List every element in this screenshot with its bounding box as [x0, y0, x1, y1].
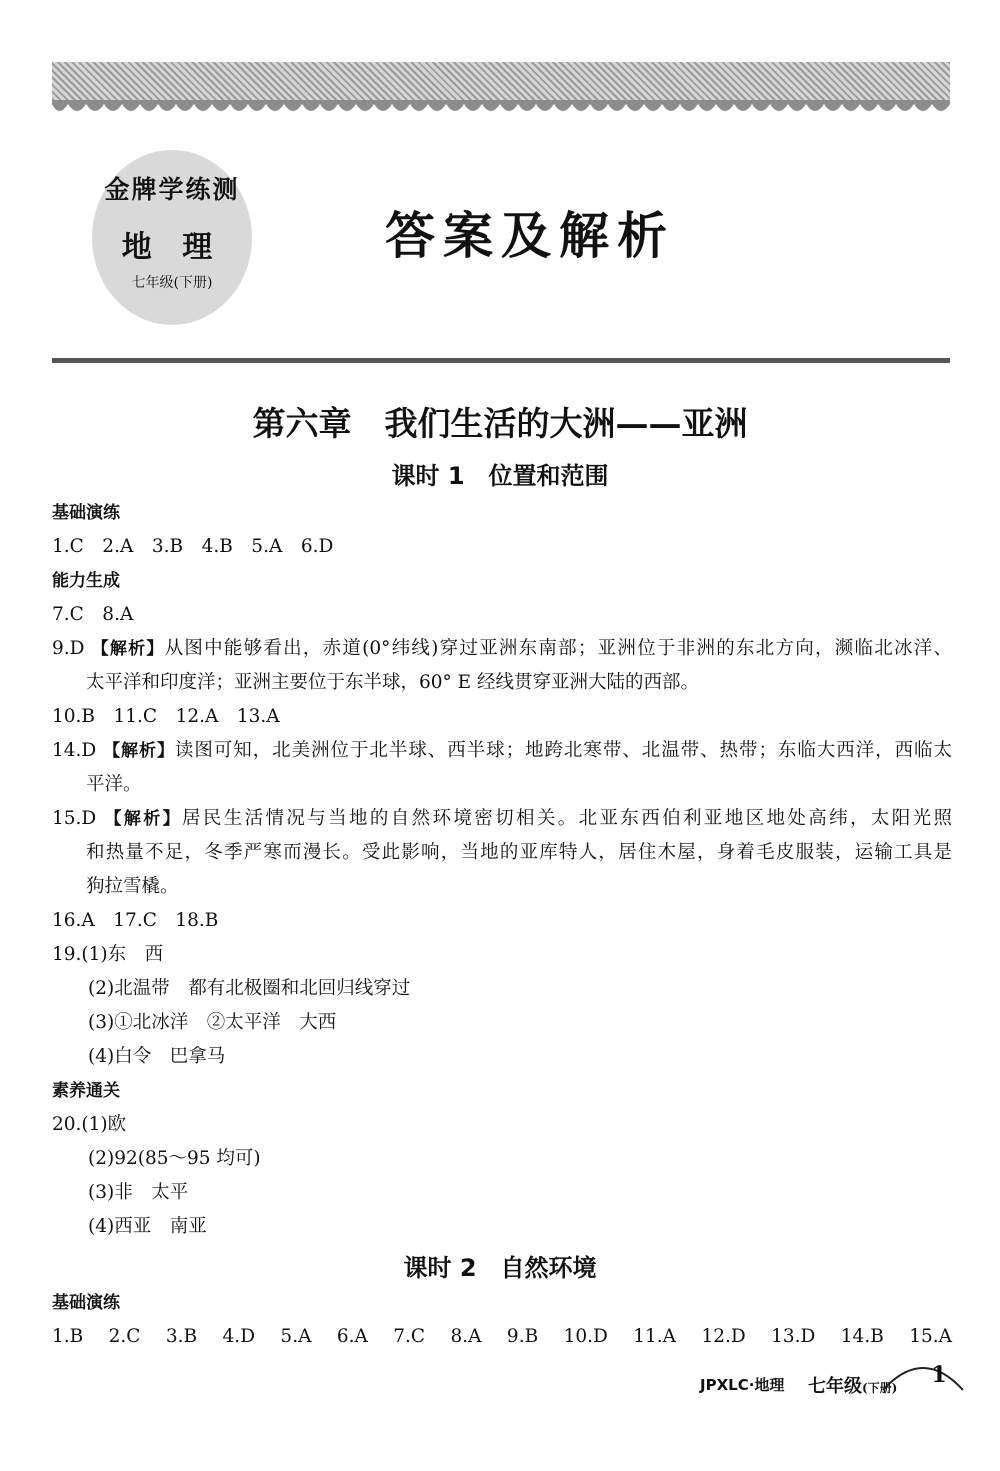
lesson-1-answers [52, 496, 952, 1244]
lesson-1-title: 课时 1 位置和范围 [391, 462, 609, 490]
answer-line [52, 734, 952, 768]
answer-line: (3)①北冰洋 ②太平洋 大西 [88, 1012, 337, 1033]
section-heading: 能力生成 [52, 571, 120, 591]
answer-line: 太平洋和印度洋；亚洲主要位于东半球，60° E 经线贯穿亚洲大陆的西部。 [86, 672, 700, 693]
footer-grade-text: 七年级 [808, 1376, 862, 1397]
answer-line: 1.C 2.A 3.B 4.B 5.A 6.D [52, 536, 334, 557]
answer-line: 1.B 2.C 3.B 4.D 5.A 6.A 7.C 8.A 9.B 10.D 11.A 12.D 13.D 14.B 15.A [52, 1326, 952, 1347]
answer-line: (2)92(85～95 均可) [88, 1148, 261, 1169]
answer-line: 狗拉雪橇。 [86, 876, 179, 897]
section-heading: 基础演练 [52, 503, 120, 523]
header-banner [52, 62, 950, 100]
header-rule [52, 358, 950, 363]
subject-label: 地 理 [121, 230, 223, 265]
lesson-2-answers [52, 1286, 952, 1354]
analysis-text: 读图可知，北美洲位于北半球、西半球；地跨北寒带、北温带、热带；东临大西洋，西临太 [174, 740, 953, 761]
answer-line [52, 802, 952, 836]
answer-line: 和热量不足，冬季严寒而漫长。受此影响，当地的亚库特人，居住木屋，身着毛皮服装，运输工具是 [86, 842, 952, 863]
page-number-arc [878, 1352, 968, 1392]
analysis-tag: 【解析】 [91, 639, 165, 659]
section-heading: 素养通关 [52, 1081, 120, 1101]
grade-label: 七年级(下册) [131, 275, 213, 291]
chapter-title: 第六章 我们生活的大洲——亚洲 [252, 404, 748, 443]
brand-name: 金牌学练测 [104, 175, 240, 204]
answer-line: (3)非 太平 [88, 1182, 189, 1203]
analysis-tag: 【解析】 [104, 809, 183, 829]
page-number: 1 [931, 1362, 947, 1388]
answer-line: (2)北温带 都有北极圈和北回归线穿过 [88, 978, 411, 999]
answer-line: 10.B 11.C 12.A 13.A [52, 706, 280, 727]
analysis-tag: 【解析】 [103, 741, 175, 761]
page-title: 答案及解析 [385, 207, 675, 265]
footer-grade-sub: (下册) [862, 1381, 898, 1395]
question-number: 15.D [52, 808, 97, 829]
answer-line: (4)西亚 南亚 [88, 1216, 207, 1237]
answer-line: 平洋。 [86, 774, 142, 795]
answer-line: 7.C 8.A [52, 604, 134, 625]
footer-book-code: JPXLC·地理 [700, 1376, 785, 1394]
answer-line: 20.(1)欧 [52, 1114, 127, 1135]
answer-line [52, 632, 952, 666]
answer-line: 16.A 17.C 18.B [52, 910, 219, 931]
analysis-text: 居民生活情况与当地的自然环境密切相关。北亚东西伯利亚地区地处高纬，太阳光照 [182, 808, 952, 829]
question-number: 14.D [52, 740, 97, 761]
analysis-text: 从图中能够看出，赤道(0°纬线)穿过亚洲东南部；亚洲位于非洲的东北方向，濒临北冰洋、 [164, 638, 952, 659]
lesson-2-title: 课时 2 自然环境 [403, 1254, 597, 1282]
section-heading: 基础演练 [52, 1293, 120, 1313]
scallop-border [52, 100, 950, 120]
answer-line: (4)白令 巴拿马 [88, 1046, 226, 1067]
answer-line: 19.(1)东 西 [52, 944, 164, 965]
question-number: 9.D [52, 638, 85, 659]
